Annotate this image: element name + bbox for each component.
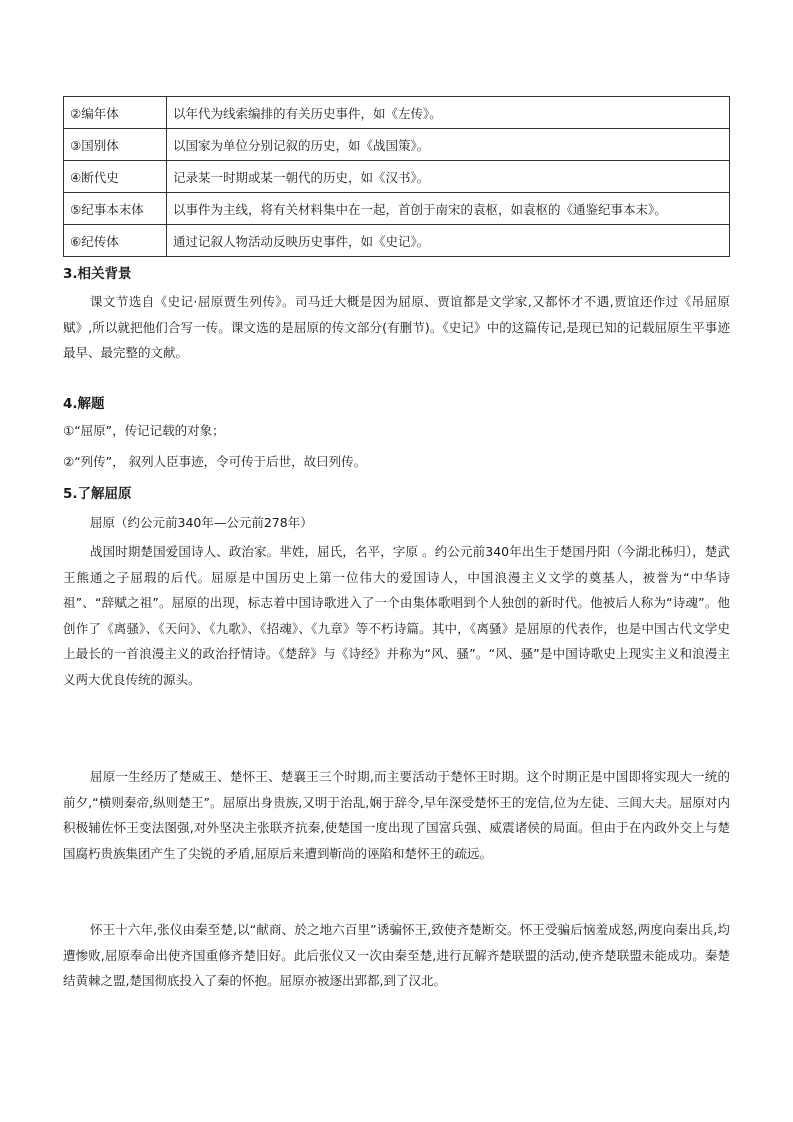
type-cell: ③国别体: [64, 129, 167, 161]
type-cell: ⑤纪事本末体: [64, 193, 167, 225]
section-heading-about-quyuan: 5.了解屈原: [63, 486, 132, 502]
desc-cell: 以国家为单位分别记叙的历史，如《战国策》。: [167, 129, 730, 161]
table-row: [64, 161, 730, 193]
quyuan-paragraph-1: 战国时期楚国爱国诗人、政治家。芈姓，屈氏，名平，字原 。约公元前340年出生于楚国丹阳（今湖北秭归），楚武王熊通之子屈瑕的后代。屈原是中国历史上第一位伟大的爱国诗人，中国浪漫主义文学的奠基人，被誉为“中华诗祖”、“辞赋之祖”。屈原的出现，标志着中国诗歌进入了一个由集体歌唱到个人独创的新时代。他被后人称为“诗魂”。他创作了《离骚》、《天问》、《九歌》、《招魂》、《九章》等不朽诗篇。其中，《离骚》是屈原的代表作，也是中国古代文学史上最长的一首浪漫主义的政治抒情诗。《楚辞》与《诗经》并称为“风、骚”。“风、骚”是中国诗歌史上现实主义和浪漫主义两大优良传统的源头。: [63, 544, 730, 687]
desc-cell: 以年代为线索编排的有关历史事件，如《左传》。: [167, 97, 730, 129]
desc-cell: 记录某一时期或某一朝代的历史，如《汉书》。: [167, 161, 730, 193]
quyuan-dates: 屈原（约公元前340年—公元前278年）: [90, 515, 313, 530]
section-heading-title-explanation: 4.解题: [63, 396, 105, 412]
table-row: [64, 97, 730, 129]
section-heading-background: 3.相关背景: [63, 266, 132, 282]
table-row: [64, 129, 730, 161]
explanation-line-2: ②“列传”， 叙列人臣事迹，令可传于后世，故曰列传。: [63, 454, 367, 469]
background-paragraph: 课文节选自《史记·屈原贾生列传》。司马迁大概是因为屈原、贾谊都是文学家,又都怀才不遇,贾谊还作过《吊屈原赋》,所以就把他们合写一传。课文选的是屈原的传文部分(有删节)。《史记》中的这篇传记,是现已知的记载屈原生平事迹最早、最完整的文献。: [63, 294, 730, 360]
type-cell: ④断代史: [64, 161, 167, 193]
quyuan-paragraph-3: 怀王十六年,张仪由秦至楚,以“献商、於之地六百里”诱骗怀王,致使齐楚断交。怀王受骗后恼羞成怒,两度向秦出兵,均遭惨败,屈原奉命出使齐国重修齐楚旧好。此后张仪又一次由秦至楚,进行瓦解齐楚联盟的活动,使齐楚联盟未能成功。秦楚结黄棘之盟,楚国彻底投入了秦的怀抱。屈原亦被逐出郢都,到了汉北。: [63, 922, 730, 988]
desc-cell: 以事件为主线，将有关材料集中在一起，首创于南宋的袁枢，如袁枢的《通鉴纪事本末》。: [167, 193, 730, 225]
table-row: [64, 193, 730, 225]
explanation-line-1: ①“屈原”，传记记载的对象；: [63, 423, 225, 438]
desc-cell: 通过记叙人物活动反映历史事件，如《史记》。: [167, 225, 730, 257]
type-cell: ⑥纪传体: [64, 225, 167, 257]
type-cell: ②编年体: [64, 97, 167, 129]
history-types-table: [63, 96, 730, 257]
table-row: [64, 225, 730, 257]
quyuan-paragraph-2: 屈原一生经历了楚威王、楚怀王、楚襄王三个时期,而主要活动于楚怀王时期。这个时期正是中国即将实现大一统的前夕,“横则秦帝,纵则楚王”。屈原出身贵族,又明于治乱,娴于辞令,早年深受楚怀王的宠信,位为左徒、三闾大夫。屈原对内积极辅佐怀王变法图强,对外坚决主张联齐抗秦,使楚国一度出现了国富兵强、威震诸侯的局面。但由于在内政外交上与楚国腐朽贵族集团产生了尖锐的矛盾,屈原后来遭到靳尚的诬陷和楚怀王的疏远。: [63, 769, 730, 861]
